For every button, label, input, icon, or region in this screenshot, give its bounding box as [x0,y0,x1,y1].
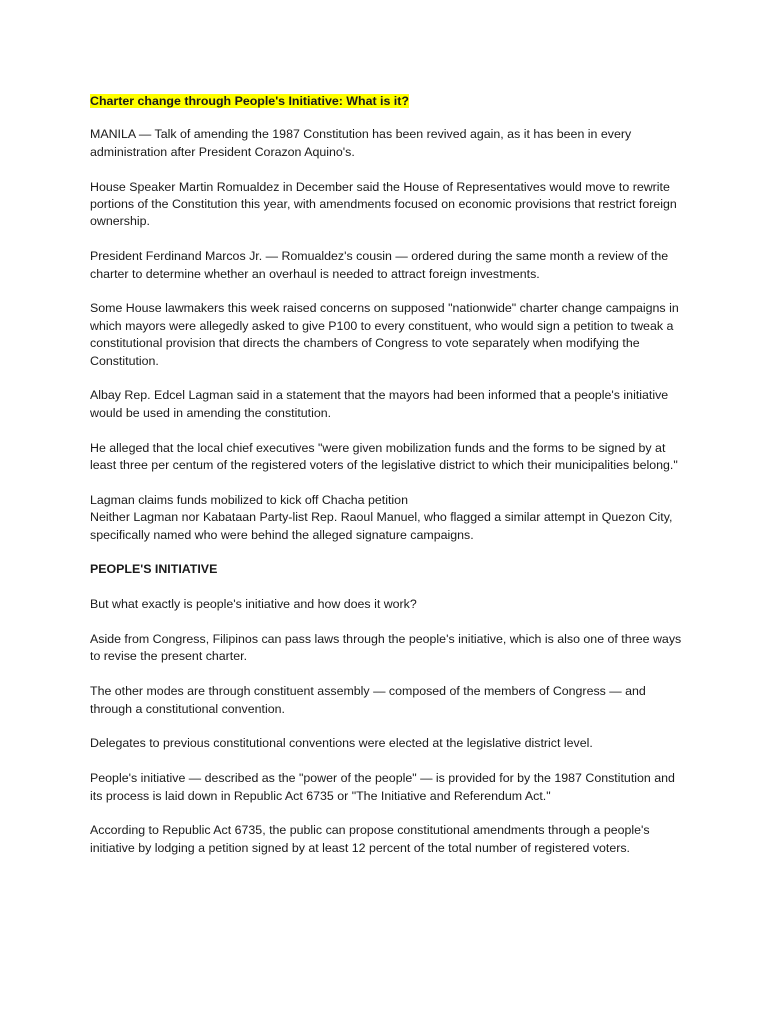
paragraph-marcos: President Ferdinand Marcos Jr. — Romualdez's cousin — ordered during the same month a review of the charter to determine whether an overhaul is needed to attract foreign investments. [90,249,669,281]
paragraph-congress: Aside from Congress, Filipinos can pass laws through the people's initiative, which is also one of three ways to revise the present charter. [90,632,682,664]
paragraph-other-modes: The other modes are through constituent assembly — composed of the members of Congress — and through a constitutional convention. [90,684,646,716]
paragraph-romualdez: House Speaker Martin Romualdez in December said the House of Representatives would move to rewrite portions of the Constitution this year, with amendments focused on economic provisions that restrict foreign ownership. [90,179,677,229]
paragraph-allegation: He alleged that the local chief executives "were given mobilization funds and the forms to be signed by at least three per centum of the registered voters of the legislative district to which their municipalities belong." [90,440,678,473]
document-title [90,93,690,110]
paragraph-lawmakers: Some House lawmakers this week raised concerns on supposed "nationwide" charter change campaigns in which mayors were allegedly asked to give P100 to every constituent, who would sign a petition to tweak a constitutional provision that directs the chambers of Congress to vote separately when modifying the Constitution. [90,301,679,368]
paragraph-delegates: Delegates to previous constitutional conventions were elected at the legislative district level. [90,736,593,751]
document-page [90,93,690,875]
paragraph-related-link: Lagman claims funds mobilized to kick off Chacha petition [90,492,408,507]
paragraph-question: But what exactly is people's initiative and how does it work? [90,597,417,612]
title-highlight: Charter change through People's Initiative: What is it? [90,94,409,108]
paragraph-power-of-people: People's initiative — described as the "power of the people" — is provided for by the 1987 Constitution and its process is laid down in Republic Act 6735 or "The Initiative and Referendum Act." [90,771,675,803]
paragraph-ra-6735: According to Republic Act 6735, the public can propose constitutional amendments through a people's initiative by lodging a petition signed by at least 12 percent of the total number of registered voters. [90,823,650,855]
section-heading: PEOPLE'S INITIATIVE [90,562,218,577]
paragraph-manila: MANILA — Talk of amending the 1987 Constitution has been revived again, as it has been in every administration after President Corazon Aquino's. [90,127,632,159]
paragraph-lagman-statement: Albay Rep. Edcel Lagman said in a statement that the mayors had been informed that a people's initiative would be used in amending the constitution. [90,388,669,420]
paragraph-neither: Neither Lagman nor Kabataan Party-list Rep. Raoul Manuel, who flagged a similar attempt in Quezon City, specifically named who were behind the alleged signature campaigns. [90,510,673,542]
